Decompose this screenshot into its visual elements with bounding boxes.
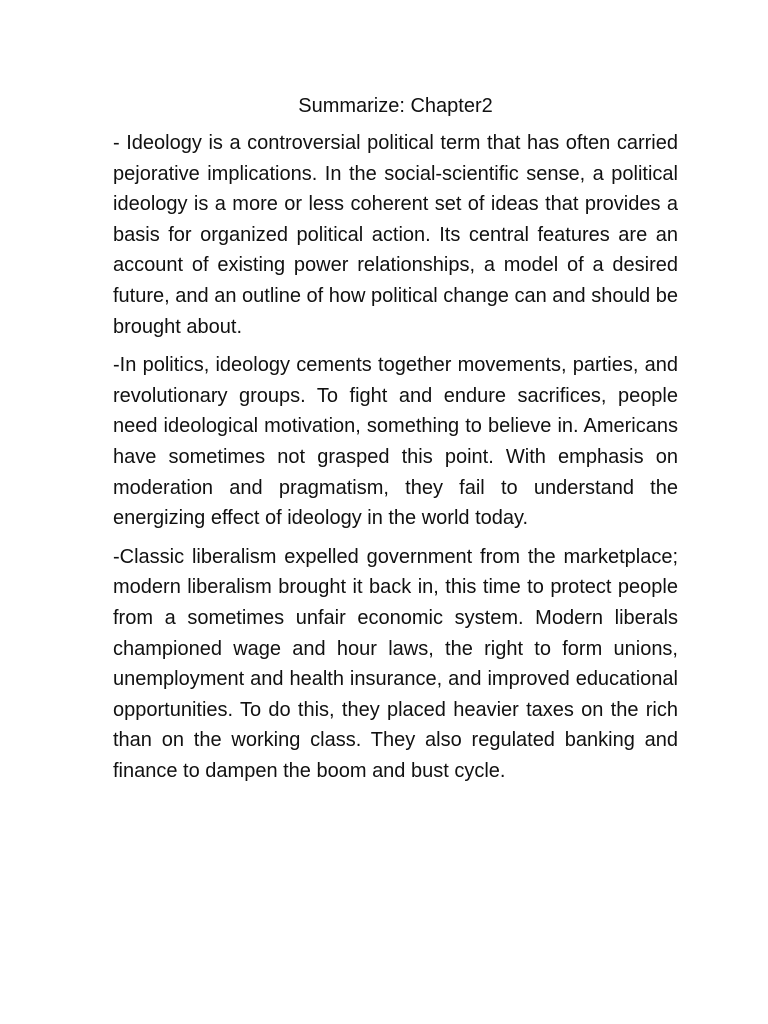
paragraph-liberalism: -Classic liberalism expelled government from the marketplace; modern liberalism brought it back in, this time to protect people from a sometimes unfair economic system. Modern liberals championed wage and hour laws, the right to form unions, unemployment and health insurance, and improved educational opportunities. To do this, they placed heavier taxes on the rich than on the working class. They also regulated banking and finance to dampen the boom and bust cycle. [113,545,678,782]
paragraph-ideology-in-politics: -In politics, ideology cements together movements, parties, and revolutionary groups. To fight and endure sacrifices, people need ideological motivation, something to believe in. Americans have sometimes not grasped this point. With emphasis on moderation and pragmatism, they fail to understand the energizing effect of ideology in the world today. [113,354,678,530]
paragraph-ideology-definition: - Ideology is a controversial political term that has often carried pejorative implications. In the social-scientific sense, a political ideology is a more or less coherent set of ideas that provides a basis for organized political action. Its central features are an account of existing power relationships, a model of a desired future, and an outline of how political change can and should be brought about. [113,132,678,338]
document-page [113,92,678,794]
document-title: Summarize: Chapter2 [298,95,493,117]
